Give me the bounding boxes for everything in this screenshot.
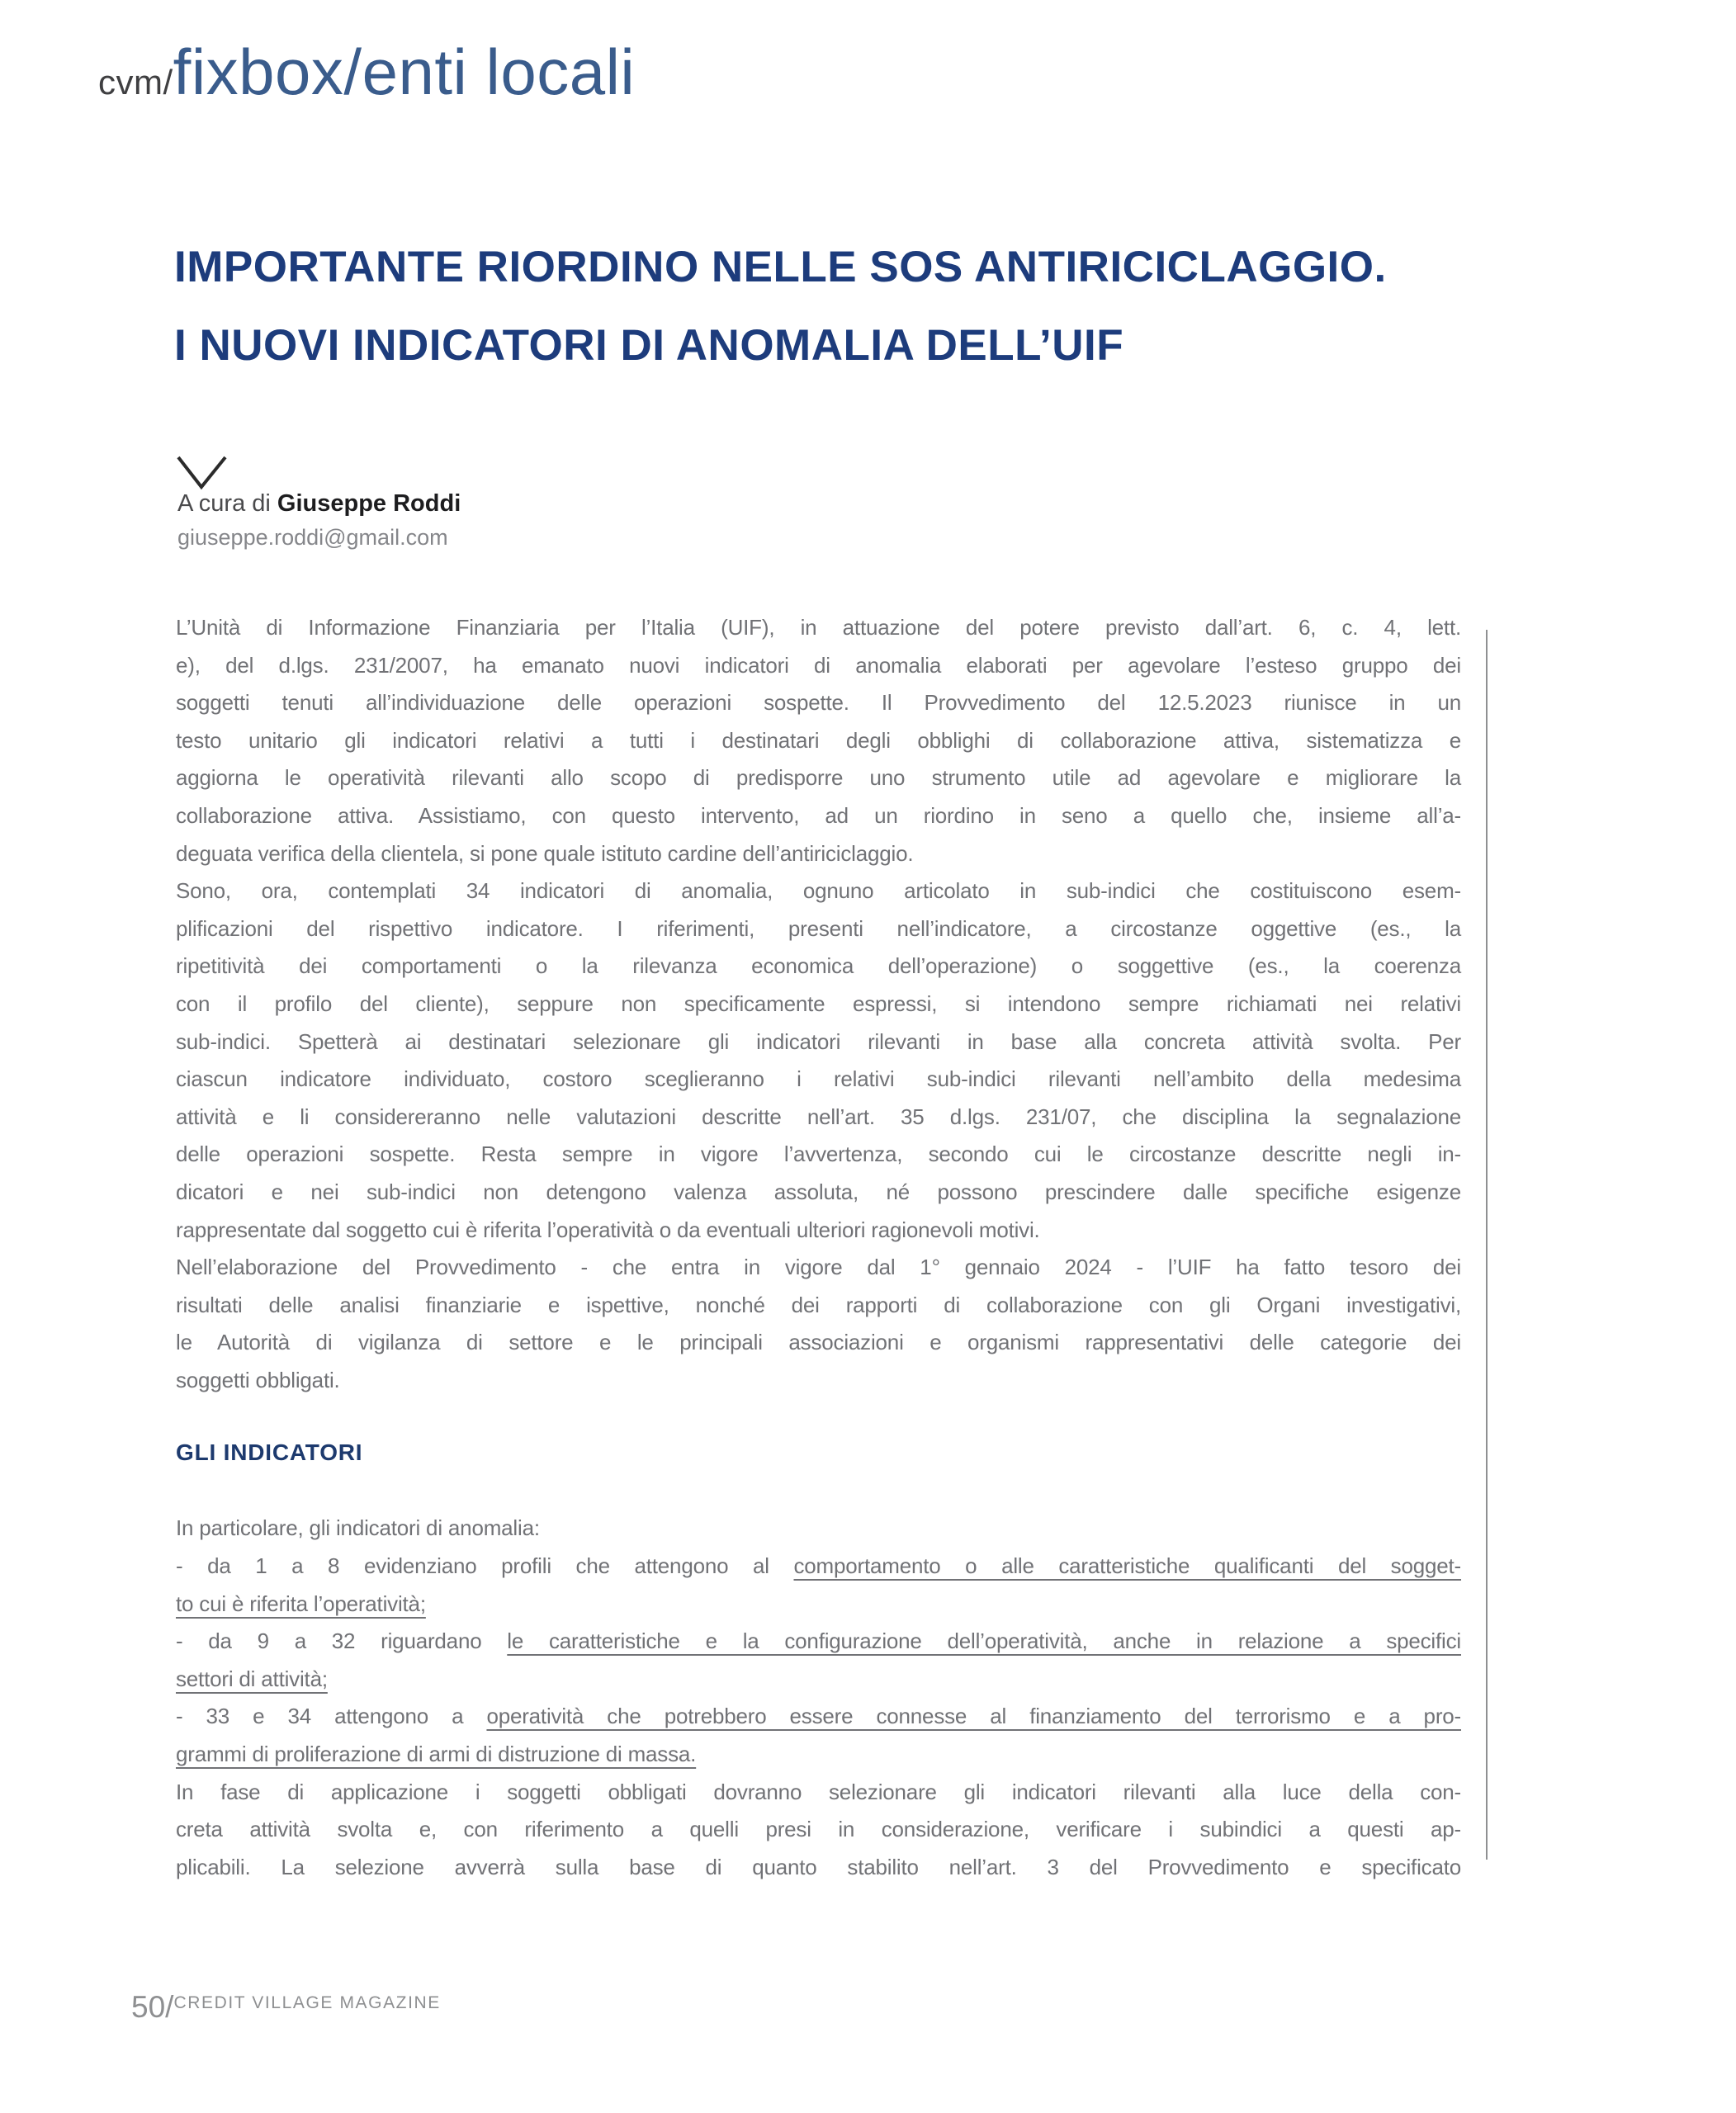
body-line [176,1061,1461,1099]
body-line [176,948,1461,986]
body-line [176,1136,1461,1174]
body-line [176,1324,1461,1362]
body-line [176,1023,1461,1061]
body-line [176,1362,1461,1400]
byline-prefix: A cura di [177,490,277,517]
body-text: testo unitario gli indicatori relativi a tutti i destinatari degli obblighi di collaborazione attiva, sistematizza e [176,727,1461,753]
body-text: deguata verifica della clientela, si pone quale istituto cardine dell’antiriciclaggio. [176,840,914,866]
body-line [176,1174,1461,1212]
body-text: ripetitività dei comportamenti o la rilevanza economica dell’operazione) o soggettive (es., la coerenza [176,953,1461,979]
body-line [176,722,1461,760]
body-text: con il profilo del cliente), seppure non specificamente espressi, si intendono sempre richiamati nei relativi [176,990,1461,1016]
page-footer [131,1992,441,2022]
article-title-line-2: I NUOVI INDICATORI DI ANOMALIA DELL’UIF [174,321,1124,370]
body-line [176,1586,1461,1624]
body-line [176,1698,1461,1736]
body-text: dicatori e nei sub-indici non detengono valenza assoluta, né possono prescindere dalle specifiche esigenze [176,1179,1461,1204]
body-text: Nell’elaborazione del Provvedimento - che entra in vigore dal 1° gennaio 2024 - l’UIF ha fatto tesoro dei [176,1255,1461,1280]
body-line [176,1548,1461,1586]
underlined-text: grammi di proliferazione di armi di distruzione di massa. [176,1742,697,1767]
body-text: L’Unità di Informazione Finanziaria per l’Italia (UIF), in attuazione del potere previsto dall’art. 6, c. 4, lett. [176,615,1461,640]
body-line [176,910,1461,948]
body-text: - da 9 a 32 riguardano [176,1628,508,1654]
body-text: rappresentate dal soggetto cui è riferita l’operatività o da eventuali ulteriori ragionevoli motivi. [176,1217,1040,1242]
body-text: e), del d.lgs. 231/2007, ha emanato nuovi indicatori di anomalia elaborati per agevolare l’esteso gruppo dei [176,652,1461,678]
article-title [174,228,1619,385]
body-text: soggetti obbligati. [176,1367,340,1392]
body-line [176,1623,1461,1661]
article-body [176,609,1461,1886]
section-heading: GLI INDICATORI [176,1439,363,1466]
header-section-title: fixbox/enti locali [173,35,636,108]
body-line [176,986,1461,1023]
author-email: giuseppe.roddi@gmail.com [177,525,448,550]
body-line [176,1249,1461,1287]
byline-credit [177,490,461,518]
body-text: - da 1 a 8 evidenziano profili che attengono al [176,1553,794,1579]
body-line [176,872,1461,910]
body-line [176,1774,1461,1812]
body-text: ciascun indicatore individuato, costoro sceglieranno i relativi sub-indici rilevanti nell’ambito della medesima [176,1066,1461,1092]
body-text: In fase di applicazione i soggetti obbligati dovranno selezionare gli indicatori rilevanti alla luce della con- [176,1779,1461,1804]
paragraph-block [176,1510,1461,1886]
author-name: Giuseppe Roddi [277,490,461,517]
underlined-text: settori di attività; [176,1666,328,1691]
body-line [176,1811,1461,1849]
body-text: delle operazioni sospette. Resta sempre in vigore l’avvertenza, secondo cui le circostanze descritte negli in- [176,1142,1461,1167]
chevron-down-icon [176,455,229,491]
article-title-line-1: IMPORTANTE RIORDINO NELLE SOS ANTIRICICLAGGIO. [174,243,1387,291]
paragraph-block [176,609,1461,1399]
header-prefix: cvm/ [98,63,173,102]
body-text: In particolare, gli indicatori di anomalia: [176,1515,540,1541]
body-text: risultati delle analisi finanziarie e ispettive, nonché dei rapporti di collaborazione con gli Organi investigativi, [176,1292,1461,1317]
body-line [176,1849,1461,1887]
underlined-text: le caratteristiche e la configurazione dell’operatività, anche in relazione a specifici [507,1628,1461,1654]
body-line [176,797,1461,835]
body-line [176,647,1461,685]
byline [177,490,461,551]
body-line [176,835,1461,873]
body-line [176,759,1461,797]
underlined-text: comportamento o alle caratteristiche qualificanti del sogget- [793,1553,1462,1579]
body-line [176,609,1461,647]
body-line [176,684,1461,722]
body-text: attività e li considereranno nelle valutazioni descritte nell’art. 35 d.lgs. 231/07, che disciplina la segnalazione [176,1104,1461,1129]
body-line [176,1212,1461,1250]
body-text: le Autorità di vigilanza di settore e le principali associazioni e organismi rappresentativi delle categorie dei [176,1330,1461,1355]
body-line [176,1287,1461,1325]
underlined-text: operatività che potrebbero essere connesse al finanziamento del terrorismo e a pro- [486,1704,1461,1729]
body-text: plicabili. La selezione avverrà sulla base di quanto stabilito nell’art. 3 del Provvedimento e specificato [176,1854,1461,1879]
vertical-rule [1486,630,1488,1860]
body-text: collaborazione attiva. Assistiamo, con questo intervento, ad un riordino in seno a quello che, insieme all’a- [176,802,1461,828]
body-text: - 33 e 34 attengono a [176,1704,487,1729]
magazine-name: CREDIT VILLAGE MAGAZINE [173,1993,441,2012]
body-text: soggetti tenuti all’individuazione delle operazioni sospette. Il Provvedimento del 12.5.2023 riunisce in un [176,690,1461,716]
body-text: creta attività svolta e, con riferimento a quelli presi in considerazione, verificare i subindici a questi ap- [176,1817,1461,1842]
magazine-header [98,35,635,110]
underlined-text: to cui è riferita l’operatività; [176,1591,426,1616]
body-line [176,1661,1461,1699]
page-number: 50/ [131,1990,174,2024]
body-line [176,1736,1461,1774]
body-text: aggiorna le operatività rilevanti allo scopo di predisporre uno strumento utile ad agevolare e migliorare la [176,765,1461,791]
body-line [176,1099,1461,1137]
body-text: Sono, ora, contemplati 34 indicatori di anomalia, ognuno articolato in sub-indici che costituiscono esem- [176,878,1461,904]
body-text: plificazioni del rispettivo indicatore. I riferimenti, presenti nell’indicatore, a circostanze oggettive (es., la [176,915,1461,941]
body-line [176,1510,1461,1548]
body-text: sub-indici. Spetterà ai destinatari selezionare gli indicatori rilevanti in base alla concreta attività svolta. Per [176,1028,1461,1054]
